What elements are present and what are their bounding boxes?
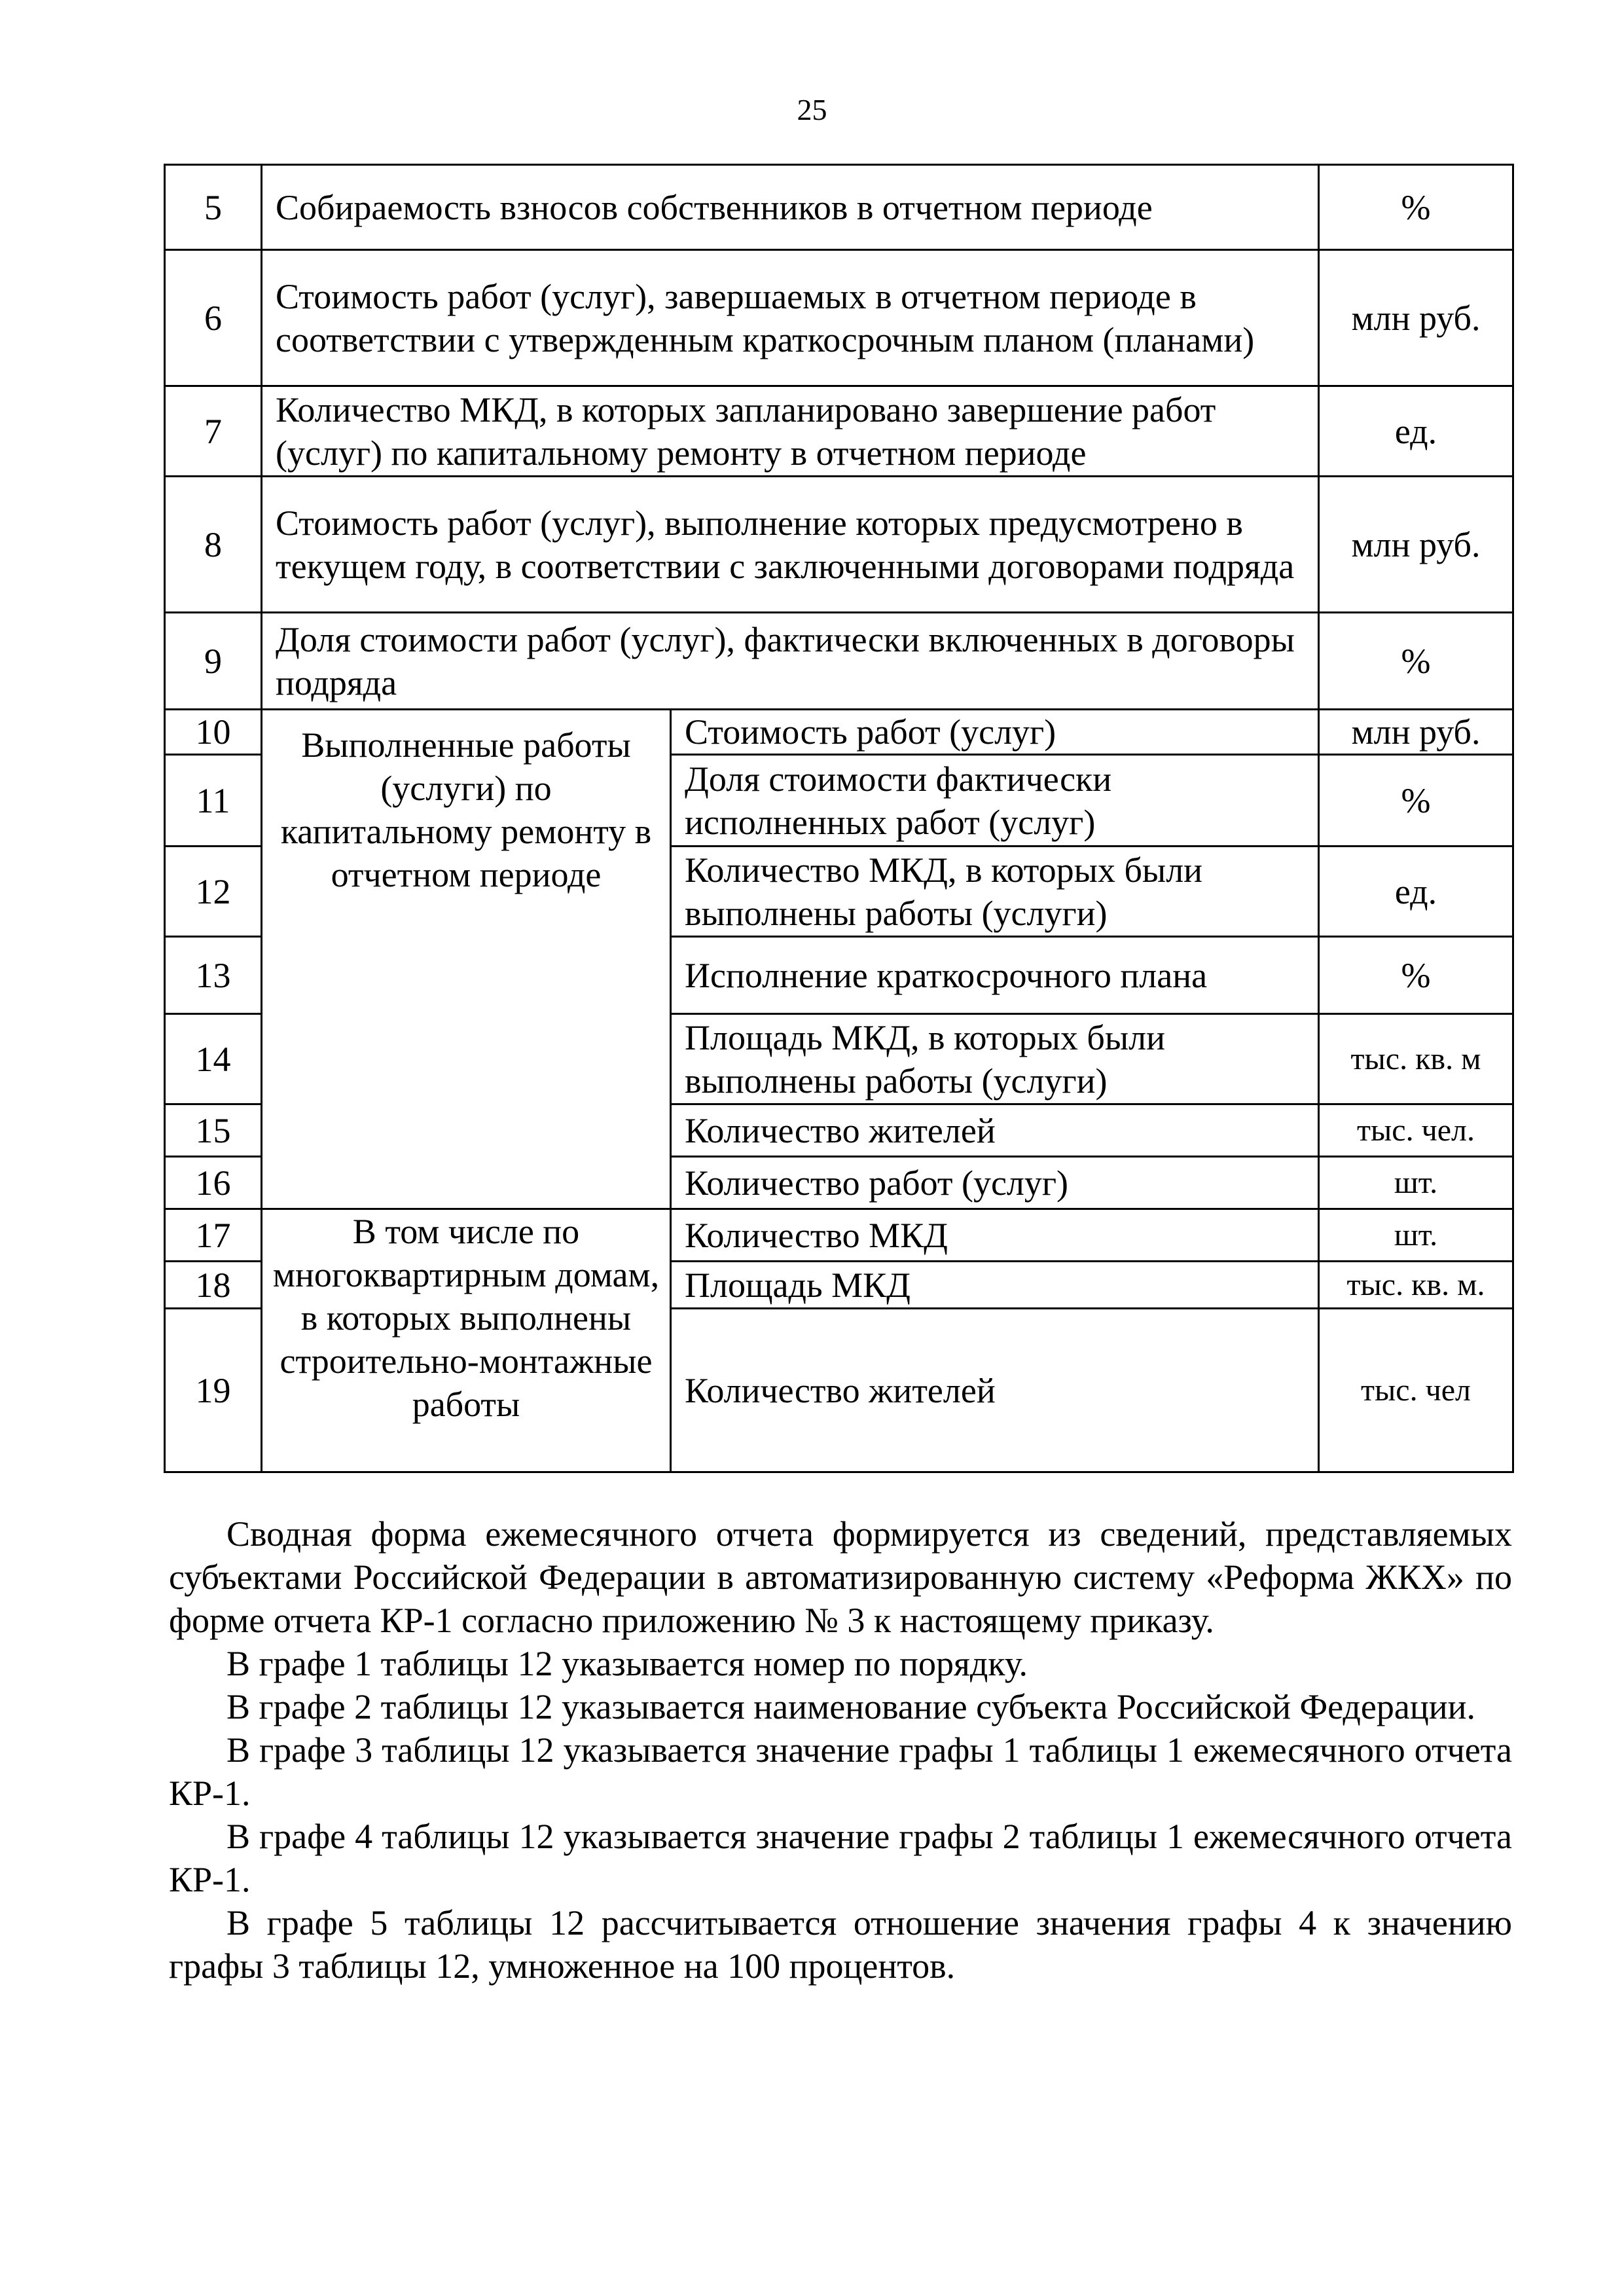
unit-of-measure: шт. [1319, 1157, 1513, 1209]
unit-of-measure: тыс. кв. м. [1319, 1262, 1513, 1309]
explanatory-text [169, 1512, 1512, 1988]
row-number: 11 [165, 755, 262, 847]
row-number: 14 [165, 1014, 262, 1104]
table-row [165, 165, 1513, 250]
row-number: 9 [165, 613, 262, 710]
group-label-completed-works: Выполненные работы (услуги) по капитальному ремонту в отчетном периоде [262, 710, 671, 1209]
indicator-name: Собираемость взносов собственников в отчетном периоде [262, 165, 1319, 250]
row-number: 17 [165, 1209, 262, 1262]
row-number: 12 [165, 847, 262, 937]
indicator-name: Стоимость работ (услуг), завершаемых в отчетном периоде в соответствии с утвержденным краткосрочным планом (планами) [262, 250, 1319, 386]
unit-of-measure: шт. [1319, 1209, 1513, 1262]
paragraph: В графе 1 таблицы 12 указывается номер по порядку. [226, 1644, 1028, 1683]
paragraph: В графе 5 таблицы 12 рассчитывается отношение значения графы 4 к значению графы 3 таблицы 12, умноженное на 100 процентов. [169, 1903, 1512, 1986]
indicator-name: Стоимость работ (услуг), выполнение которых предусмотрено в текущем году, в соответствии с заключенными договорами подряда [262, 477, 1319, 613]
indicator-name: Количество жителей [671, 1104, 1319, 1157]
indicator-name: Количество жителей [671, 1309, 1319, 1472]
page-number: 25 [797, 93, 827, 126]
indicator-name: Количество МКД, в которых запланировано завершение работ (услуг) по капитальному ремонту в отчетном периоде [262, 386, 1319, 477]
paragraph: В графе 4 таблицы 12 указывается значение графы 2 таблицы 1 ежемесячного отчета КР-1. [169, 1817, 1512, 1899]
paragraph: Сводная форма ежемесячного отчета формируется из сведений, представляемых субъектами Российской Федерации в автоматизированную систему «Реформа ЖКХ» по форме отчета КР-1 согласно приложению № 3 к настоящему приказу. [169, 1514, 1512, 1640]
unit-of-measure: млн руб. [1319, 250, 1513, 386]
table-row [165, 386, 1513, 477]
indicator-name: Количество работ (услуг) [671, 1157, 1319, 1209]
row-number: 19 [165, 1309, 262, 1472]
unit-of-measure: % [1319, 937, 1513, 1014]
row-number: 18 [165, 1262, 262, 1309]
indicator-name: Исполнение краткосрочного плана [671, 937, 1319, 1014]
row-number: 5 [165, 165, 262, 250]
unit-of-measure: млн руб. [1319, 477, 1513, 613]
row-number: 16 [165, 1157, 262, 1209]
table-row [165, 710, 1513, 755]
row-number: 13 [165, 937, 262, 1014]
table-row [165, 1209, 1513, 1262]
unit-of-measure: % [1319, 613, 1513, 710]
indicator-name: Количество МКД, в которых были выполнены работы (услуги) [671, 847, 1319, 937]
unit-of-measure: тыс. кв. м [1319, 1014, 1513, 1104]
row-number: 7 [165, 386, 262, 477]
row-number: 10 [165, 710, 262, 755]
table-row [165, 477, 1513, 613]
paragraph: В графе 2 таблицы 12 указывается наименование субъекта Российской Федерации. [226, 1687, 1476, 1726]
unit-of-measure: ед. [1319, 847, 1513, 937]
indicator-name: Доля стоимости работ (услуг), фактически включенных в договоры подряда [262, 613, 1319, 710]
indicator-name: Стоимость работ (услуг) [671, 710, 1319, 755]
unit-of-measure: % [1319, 755, 1513, 847]
unit-of-measure: млн руб. [1319, 710, 1513, 755]
row-number: 15 [165, 1104, 262, 1157]
table-row [165, 613, 1513, 710]
indicator-name: Доля стоимости фактически исполненных работ (услуг) [671, 755, 1319, 847]
unit-of-measure: ед. [1319, 386, 1513, 477]
group-label-construction-works: В том числе по многоквартирным домам, в которых выполнены строительно-монтажные работы [262, 1209, 671, 1472]
paragraph: В графе 3 таблицы 12 указывается значение графы 1 таблицы 1 ежемесячного отчета КР-1. [169, 1730, 1512, 1813]
indicator-name: Площадь МКД [671, 1262, 1319, 1309]
table-row [165, 250, 1513, 386]
indicator-table [164, 164, 1514, 1473]
indicator-name: Количество МКД [671, 1209, 1319, 1262]
unit-of-measure: % [1319, 165, 1513, 250]
unit-of-measure: тыс. чел [1319, 1309, 1513, 1472]
row-number: 6 [165, 250, 262, 386]
unit-of-measure: тыс. чел. [1319, 1104, 1513, 1157]
row-number: 8 [165, 477, 262, 613]
indicator-name: Площадь МКД, в которых были выполнены работы (услуги) [671, 1014, 1319, 1104]
